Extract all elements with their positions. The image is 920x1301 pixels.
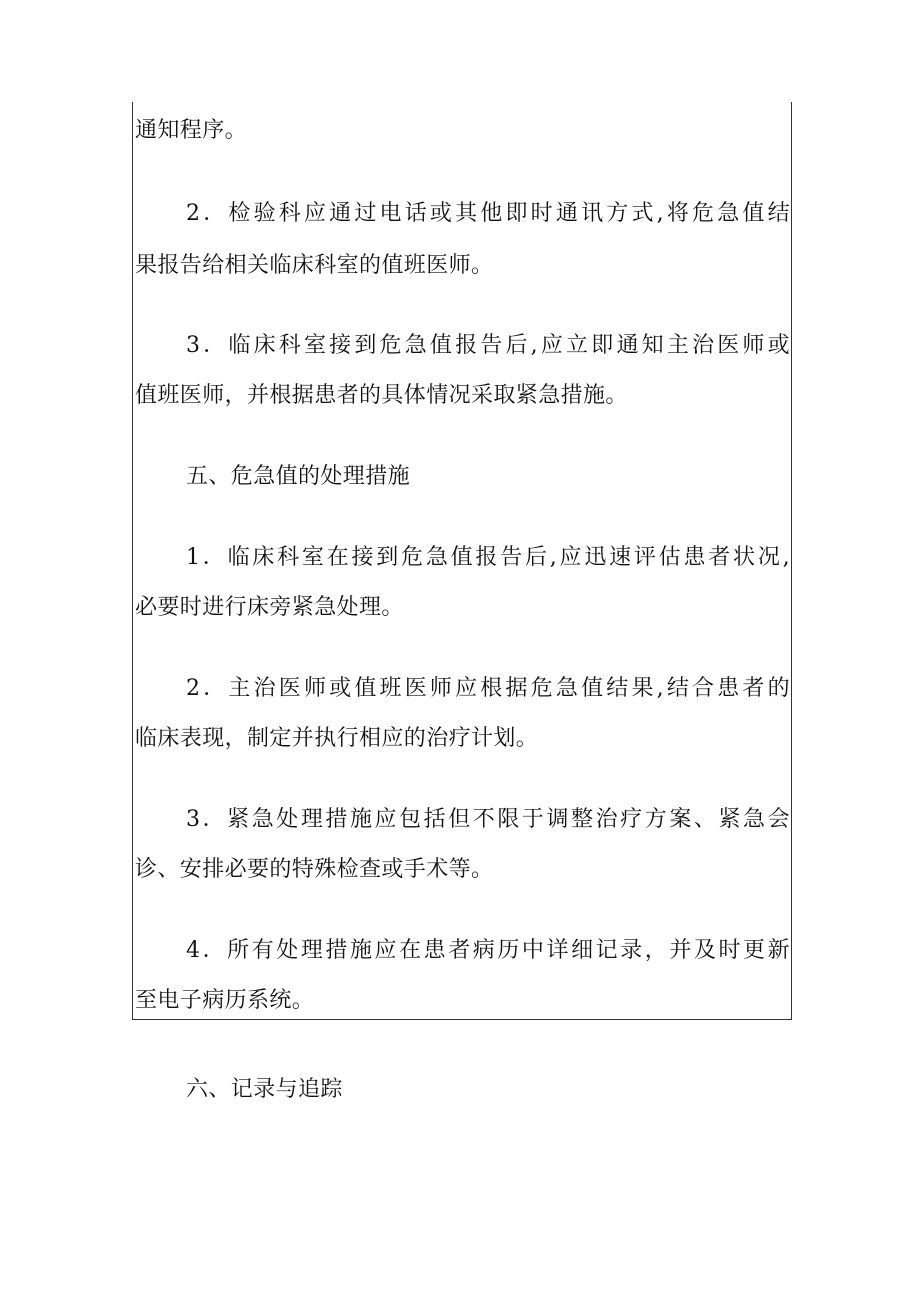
text-line: 4．所有处理措施应在患者病历中详细记录，并及时更新 <box>186 938 790 963</box>
text-line: 3．临床科室接到危急值报告后,应立即通知主治医师或 <box>186 333 790 358</box>
text-line: 至电子病历系统。 <box>135 988 315 1013</box>
text-line: 通知程序。 <box>135 118 248 143</box>
text-line: 2．主治医师或值班医师应根据危急值结果,结合患者的 <box>186 676 790 701</box>
text-line: 1．临床科室在接到危急值报告后,应迅速评估患者状况, <box>186 545 790 570</box>
text-line: 诊、安排必要的特殊检查或手术等。 <box>135 857 494 882</box>
text-line: 果报告给相关临床科室的值班医师。 <box>135 253 494 278</box>
text-line: 必要时进行床旁紧急处理。 <box>135 595 404 620</box>
text-line: 2．检验科应通过电话或其他即时通讯方式,将危急值结 <box>186 201 790 226</box>
text-line: 值班医师，并根据患者的具体情况采取紧急措施。 <box>135 383 628 408</box>
section-heading: 六、记录与追踪 <box>186 1077 343 1102</box>
section-heading: 五、危急值的处理措施 <box>186 464 411 489</box>
text-line: 3．紧急处理措施应包括但不限于调整治疗方案、紧急会 <box>186 807 790 832</box>
text-line: 临床表现，制定并执行相应的治疗计划。 <box>135 726 539 751</box>
